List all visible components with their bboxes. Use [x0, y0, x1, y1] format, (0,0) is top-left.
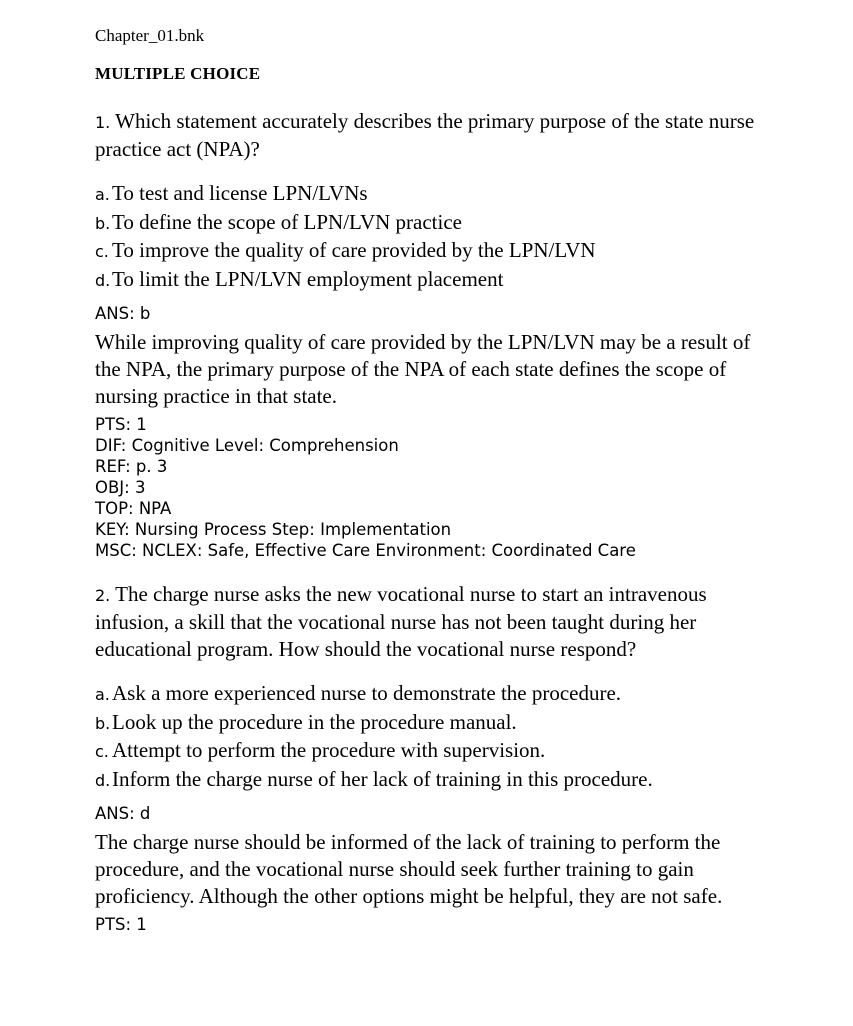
question-2-stem: The charge nurse asks the new vocational nurse to start an intravenous infusion, a skill that the vocational nurse has not been taught during her educational program. How should the vocational nurse respond?: [95, 582, 707, 661]
meta-ref: REF: p. 3: [95, 457, 168, 476]
option-text: Ask a more experienced nurse to demonstrate the procedure.: [112, 681, 622, 705]
meta-top: TOP: NPA: [95, 499, 172, 518]
question-1-option-c: [95, 237, 760, 266]
question-1-option-b: [95, 209, 760, 238]
meta-obj: OBJ: 3: [95, 478, 146, 497]
answer-value: d: [139, 804, 151, 823]
option-text: Inform the charge nurse of her lack of training in this procedure.: [112, 766, 653, 791]
option-text: Attempt to perform the procedure with supervision.: [112, 738, 546, 762]
option-letter: c.: [95, 242, 109, 261]
question-1-answer-line: [95, 302, 760, 326]
answer-label: ANS:: [95, 304, 135, 323]
option-text: Look up the procedure in the procedure manual.: [112, 709, 517, 734]
option-letter: d.: [95, 770, 111, 790]
option-letter: d.: [95, 270, 111, 290]
question-2-options: [95, 680, 760, 794]
document-filename: Chapter_01.bnk: [95, 26, 205, 45]
option-letter: c.: [95, 742, 109, 761]
question-2-meta: [95, 914, 760, 935]
question-2-rationale: The charge nurse should be informed of the lack of training to perform the procedure, and the vocational nurse should seek further training to gain proficiency. Although the other options might be helpful, they are not safe.: [95, 830, 723, 908]
question-1-options: [95, 180, 760, 294]
question-1-rationale: While improving quality of care provided by the LPN/LVN may be a result of the NPA, the primary purpose of the NPA of each state defines the scope of nursing practice in that state.: [95, 330, 751, 408]
question-1-option-a: [95, 180, 760, 209]
question-1-number: 1.: [95, 113, 111, 132]
question-1-text: [95, 108, 760, 163]
section-heading: MULTIPLE CHOICE: [95, 64, 261, 83]
question-2-option-d: [95, 766, 760, 795]
option-letter: a.: [95, 685, 110, 704]
meta-pts: PTS: 1: [95, 915, 147, 934]
option-letter: b.: [95, 213, 111, 233]
answer-label: ANS:: [95, 804, 135, 823]
question-2-text: [95, 581, 760, 663]
meta-pts: PTS: 1: [95, 415, 147, 434]
question-2-option-a: [95, 680, 760, 709]
meta-key: KEY: Nursing Process Step: Implementation: [95, 520, 452, 539]
meta-dif: DIF: Cognitive Level: Comprehension: [95, 436, 399, 455]
meta-msc: MSC: NCLEX: Safe, Effective Care Environment: Coordinated Care: [95, 541, 636, 560]
answer-value: b: [139, 304, 151, 323]
option-text: To define the scope of LPN/LVN practice: [112, 209, 462, 234]
question-2-number: 2.: [95, 586, 111, 605]
option-text: To limit the LPN/LVN employment placement: [112, 266, 504, 291]
option-letter: b.: [95, 713, 111, 733]
question-2-option-b: [95, 709, 760, 738]
question-1-meta: [95, 414, 760, 561]
option-letter: a.: [95, 185, 110, 204]
question-2-option-c: [95, 737, 760, 766]
question-1-stem: Which statement accurately describes the primary purpose of the state nurse practice act (NPA)?: [95, 109, 755, 161]
question-1: [95, 108, 760, 561]
question-1-option-d: [95, 266, 760, 295]
question-2: [95, 581, 760, 935]
option-text: To improve the quality of care provided by the LPN/LVN: [112, 238, 596, 262]
question-2-answer-line: [95, 802, 760, 826]
option-text: To test and license LPN/LVNs: [112, 181, 368, 205]
